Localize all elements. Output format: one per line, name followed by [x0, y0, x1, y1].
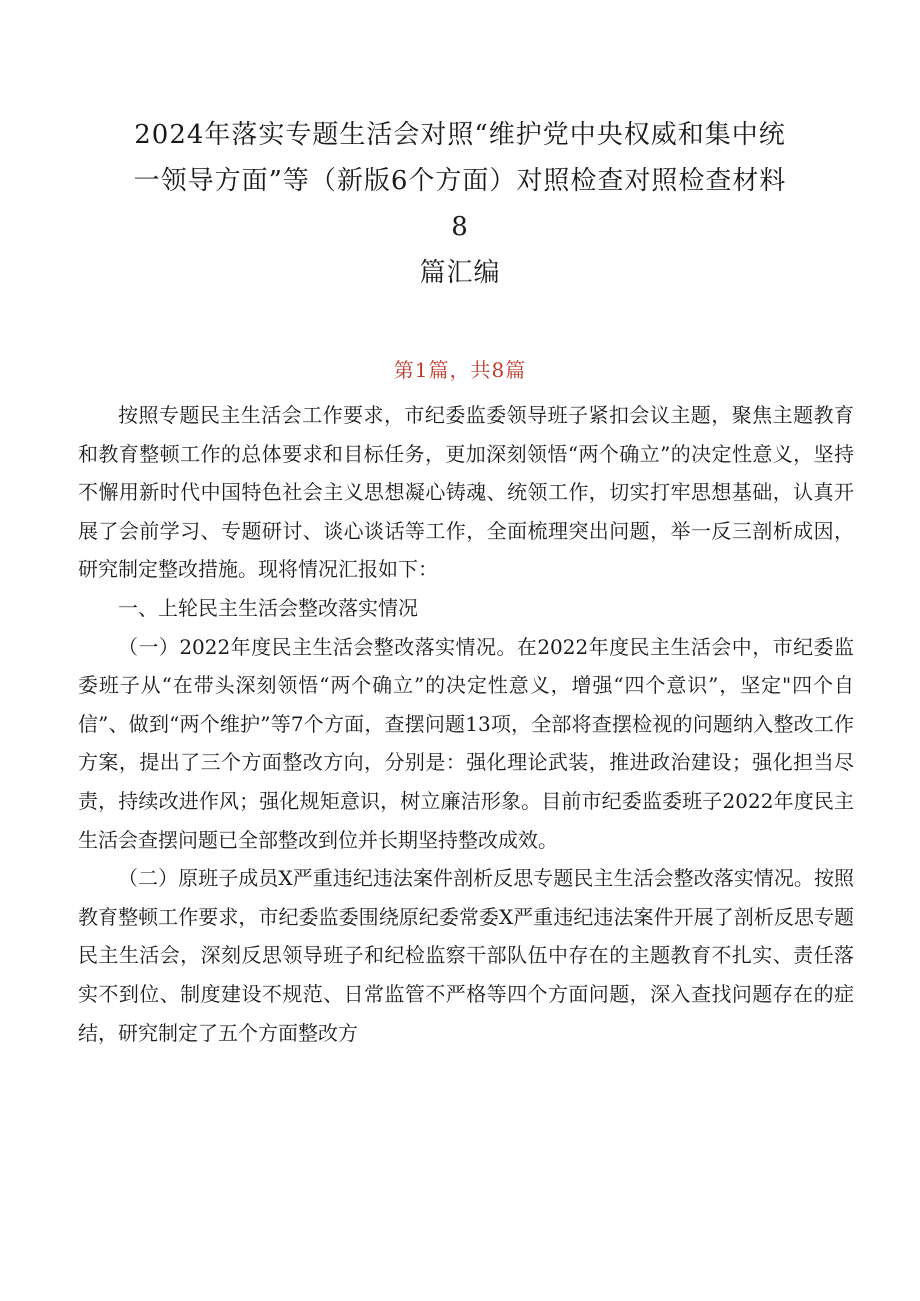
paragraph-section-1-2: （二）原班子成员X严重违纪违法案件剖析反思专题民主生活会整改落实情况。按照教育整顿工作要求，市纪委监委围绕原纪委常委X严重违纪违法案件开展了剖析反思专题民主生活会，深刻反思领导班子和纪检监察干部队伍中存在的主题教育不扎实、责任落实不到位、制度建设不规范、日常监管不严格等四个方面问题，深入查找问题存在的症结，研究制定了五个方面整改方: [78, 866, 854, 1045]
title-line-3: 8: [451, 212, 469, 242]
document-subtitle: 第1篇，共8篇: [393, 358, 527, 382]
title-line-2: 一领导方面”等（新版6个方面）对照检查对照检查材料: [133, 166, 787, 196]
title-line-1: 2024年落实专题生活会对照“维护党中央权威和集中统: [134, 120, 786, 150]
section-heading-1: 一、上轮民主生活会整改落实情况: [118, 595, 418, 620]
document-title: [70, 112, 850, 296]
document-body: [78, 396, 854, 1052]
title-line-4: 篇汇编: [419, 258, 501, 288]
paragraph-section-1-1: （一）2022年度民主生活会整改落实情况。在2022年度民主生活会中，市纪委监委班子从“在带头深刻领悟“两个确立”的决定性意义，增强“四个意识”，坚定"四个自信”、做到“两个维护”等7个方面，查摆问题13项，全部将查摆检视的问题纳入整改工作方案，提出了三个方面整改方向，分别是：强化理论武装，推进政治建设；强化担当尽责，持续改进作风；强化规矩意识，树立廉洁形象。目前市纪委监委班子2022年度民主生活会查摆问题已全部整改到位并长期坚持整改成效。: [78, 634, 854, 852]
paragraph-intro: 按照专题民主生活会工作要求，市纪委监委领导班子紧扣会议主题，聚焦主题教育和教育整顿工作的总体要求和目标任务，更加深刻领悟“两个确立”的决定性意义，坚持不懈用新时代中国特色社会主义思想凝心铸魂、统领工作，切实打牢思想基础，认真开展了会前学习、专题研讨、谈心谈话等工作，全面梳理突出问题，举一反三剖析成因，研究制定整改措施。现将情况汇报如下：: [78, 403, 854, 582]
